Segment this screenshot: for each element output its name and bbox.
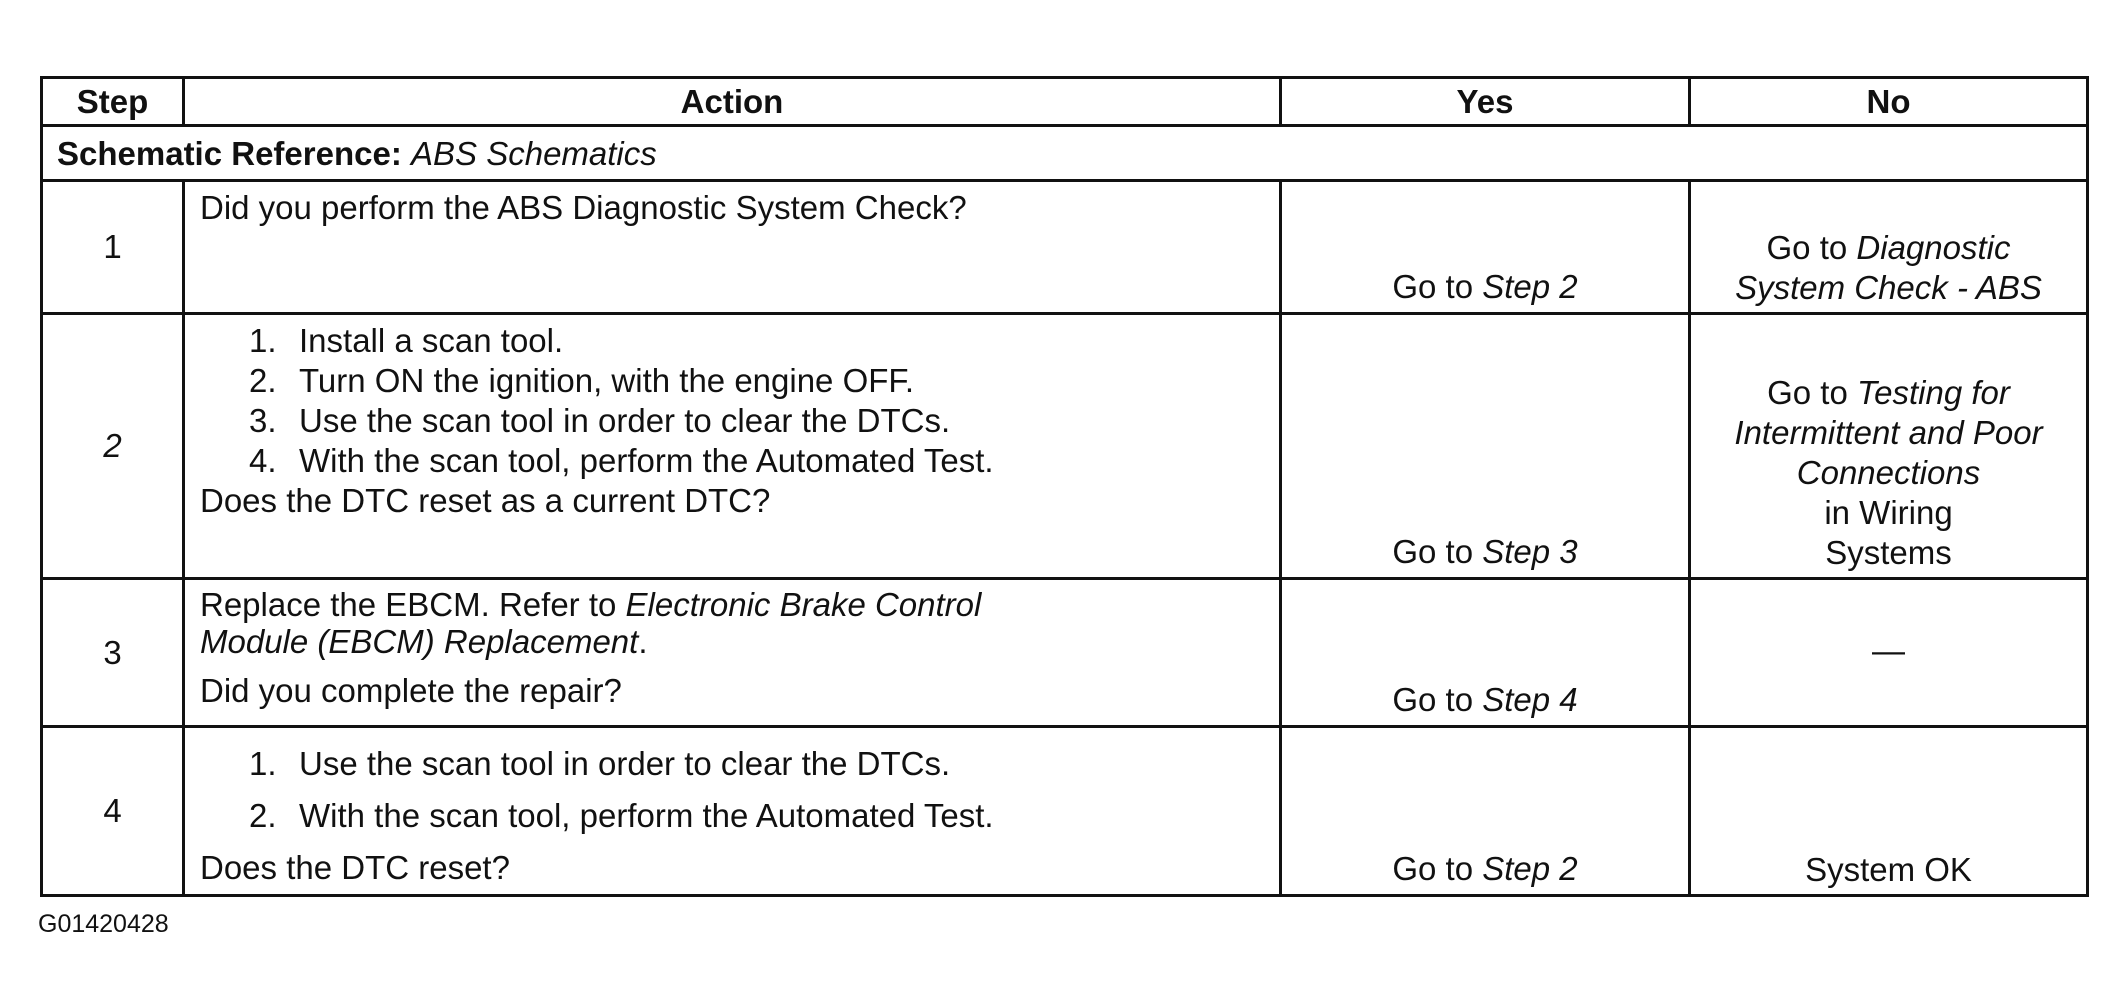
yes-prefix: Go to bbox=[1392, 850, 1474, 887]
no-prefix: Go to bbox=[1766, 229, 1848, 266]
action-ref-link-line2[interactable]: Module (EBCM) Replacement bbox=[200, 623, 639, 660]
no-link-line1[interactable]: Diagnostic bbox=[1856, 229, 2011, 266]
yes-step-link[interactable]: Step 4 bbox=[1482, 681, 1578, 718]
yes-cell bbox=[1281, 579, 1690, 727]
header-step: Step bbox=[42, 78, 184, 126]
action-ref-link-line1[interactable]: Electronic Brake Control bbox=[625, 586, 982, 623]
header-action: Action bbox=[184, 78, 1281, 126]
step-number: 1 bbox=[42, 181, 184, 314]
action-cell bbox=[184, 181, 1281, 314]
action-cell bbox=[184, 727, 1281, 896]
no-cell: — bbox=[1690, 579, 2088, 727]
schematic-reference-row bbox=[42, 126, 2088, 181]
action-question: Does the DTC reset? bbox=[200, 849, 510, 886]
diagnostic-table bbox=[40, 76, 2089, 897]
action-ref-suffix: . bbox=[638, 623, 648, 660]
action-question: Did you perform the ABS Diagnostic System Check? bbox=[200, 189, 967, 226]
action-question: Does the DTC reset as a current DTC? bbox=[200, 482, 771, 519]
action-list-item: 3. Use the scan tool in order to clear the DTCs. bbox=[249, 402, 951, 439]
yes-prefix: Go to bbox=[1392, 533, 1474, 570]
table-row bbox=[42, 579, 2088, 727]
schematic-reference-link[interactable]: ABS Schematics bbox=[411, 135, 657, 172]
no-text-line4: in Wiring bbox=[1824, 494, 1953, 531]
no-link-line2[interactable]: Intermittent and Poor bbox=[1734, 414, 2043, 451]
no-text-line5: Systems bbox=[1825, 534, 1952, 571]
table-row bbox=[42, 314, 2088, 579]
table-row bbox=[42, 181, 2088, 314]
yes-cell bbox=[1281, 181, 1690, 314]
no-cell: System OK bbox=[1690, 727, 2088, 896]
no-link-line2[interactable]: System Check - ABS bbox=[1735, 269, 2042, 306]
yes-step-link[interactable]: Step 2 bbox=[1482, 268, 1578, 305]
no-link-line1[interactable]: Testing for bbox=[1857, 374, 2010, 411]
no-prefix: Go to bbox=[1767, 374, 1848, 411]
header-yes: Yes bbox=[1281, 78, 1690, 126]
action-list-item: 1. Use the scan tool in order to clear the DTCs. bbox=[249, 745, 951, 782]
step-number: 4 bbox=[42, 727, 184, 896]
figure-id: G01420428 bbox=[38, 910, 169, 938]
action-cell bbox=[184, 314, 1281, 579]
header-no: No bbox=[1690, 78, 2088, 126]
yes-prefix: Go to bbox=[1392, 268, 1474, 305]
no-link-line3[interactable]: Connections bbox=[1796, 454, 1981, 491]
yes-prefix: Go to bbox=[1392, 681, 1474, 718]
action-text: Replace the EBCM. Refer to bbox=[200, 586, 617, 623]
action-list-item: 2. Turn ON the ignition, with the engine OFF. bbox=[249, 362, 915, 399]
yes-cell bbox=[1281, 727, 1690, 896]
schematic-reference-label: Schematic Reference: bbox=[57, 135, 402, 172]
table-header-row bbox=[42, 78, 2088, 126]
action-list-item: 1. Install a scan tool. bbox=[249, 322, 564, 359]
yes-cell bbox=[1281, 314, 1690, 579]
action-list-item: 2. With the scan tool, perform the Automated Test. bbox=[249, 797, 994, 834]
yes-step-link[interactable]: Step 3 bbox=[1482, 533, 1578, 570]
action-question: Did you complete the repair? bbox=[200, 672, 622, 709]
step-number: 3 bbox=[42, 579, 184, 727]
action-cell bbox=[184, 579, 1281, 727]
step-number: 2 bbox=[42, 314, 184, 579]
no-cell bbox=[1690, 314, 2088, 579]
no-cell bbox=[1690, 181, 2088, 314]
yes-step-link[interactable]: Step 2 bbox=[1482, 850, 1578, 887]
table-row bbox=[42, 727, 2088, 896]
schematic-reference bbox=[42, 126, 2088, 181]
action-list-item: 4. With the scan tool, perform the Automated Test. bbox=[249, 442, 994, 479]
